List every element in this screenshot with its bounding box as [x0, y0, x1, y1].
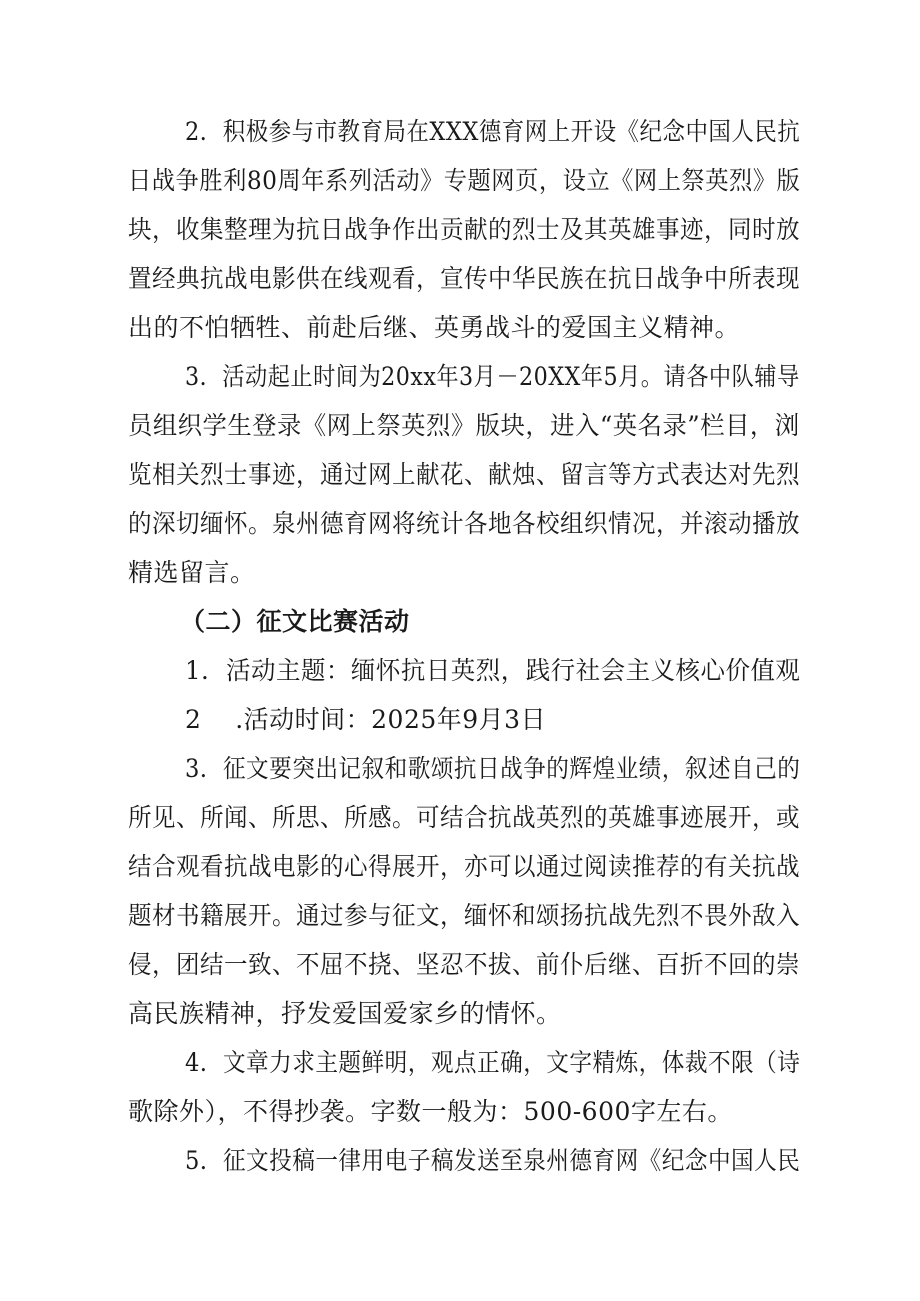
paragraph-line: 置经典抗战电影供在线观看，宣传中华民族在抗日战争中所表现	[128, 264, 801, 293]
paragraph-line: 3．活动起止时间为20xx年3月－20XX年5月。请各中队辅导	[185, 362, 800, 391]
paragraph-line: 高民族精神，抒发爱国爱家乡的情怀。	[128, 999, 562, 1028]
paragraph-line: 结合观看抗战电影的心得展开，亦可以通过阅读推荐的有关抗战	[128, 852, 801, 881]
paragraph-line: 的深切缅怀。泉州德育网将统计各地各校组织情况，并滚动播放	[128, 509, 801, 538]
paragraph-line: 题材书籍展开。通过参与征文，缅怀和颂扬抗战先烈不畏外敌入	[128, 901, 801, 930]
paragraph-line: 5．征文投稿一律用电子稿发送至泉州德育网《纪念中国人民	[185, 1146, 801, 1175]
paragraph-line: 精选留言。	[128, 558, 256, 587]
paragraph-line: 员组织学生登录《网上祭英烈》版块，进入“英名录”栏目，浏	[128, 411, 800, 440]
paragraph-line: 1．活动主题：缅怀抗日英烈，践行社会主义核心价值观	[185, 656, 801, 685]
section-heading: （二）征文比赛活动	[180, 607, 410, 636]
paragraph-line: 侵，团结一致、不屈不挠、坚忍不拔、前仆后继、百折不回的崇	[128, 950, 801, 979]
paragraph-line: 2 .活动时间：2025年9月3日	[185, 705, 547, 734]
paragraph-line: 所见、所闻、所思、所感。可结合抗战英烈的英雄事迹展开，或	[128, 803, 801, 832]
paragraph-line: 3．征文要突出记叙和歌颂抗日战争的辉煌业绩，叙述自己的	[185, 754, 801, 783]
paragraph-line: 4．文章力求主题鲜明，观点正确，文字精炼，体裁不限（诗	[185, 1048, 801, 1077]
paragraph-line: 块，收集整理为抗日战争作出贡献的烈士及其英雄事迹，同时放	[128, 215, 801, 244]
paragraph-line: 览相关烈士事迹，通过网上献花、献烛、留言等方式表达对先烈	[128, 460, 801, 489]
paragraph-line: 2．积极参与市教育局在XXX德育网上开设《纪念中国人民抗	[185, 117, 801, 146]
paragraph-line: 歌除外），不得抄袭。字数一般为：500-600字左右。	[128, 1097, 733, 1126]
paragraph-line: 出的不怕牺牲、前赴后继、英勇战斗的爱国主义精神。	[128, 313, 741, 342]
paragraph-line: 日战争胜利80周年系列活动》专题网页，设立《网上祭英烈》版	[128, 166, 801, 195]
